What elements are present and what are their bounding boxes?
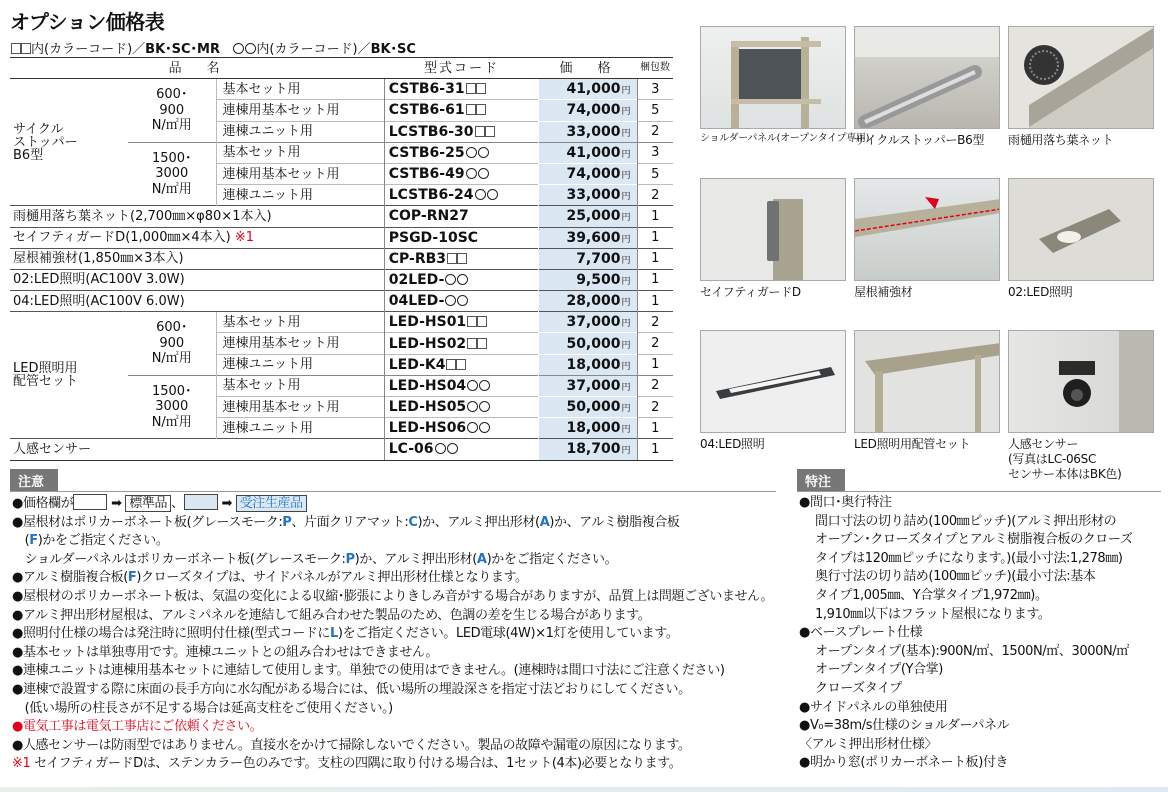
item-note: ※1 bbox=[234, 230, 255, 246]
spec-item: オープン･クローズタイプとアルミ樹脂複合板のクローズ bbox=[815, 532, 1133, 548]
circle-mark-icon bbox=[457, 295, 468, 306]
photo-leaf-net bbox=[1008, 26, 1154, 148]
circle-mark-icon bbox=[245, 43, 256, 54]
legend-plain-box bbox=[73, 494, 107, 510]
spec-item: オープンタイプ(Y合掌) bbox=[815, 662, 943, 678]
photo-safety-guard bbox=[700, 178, 846, 300]
note-item: ●照明付仕様の場合は発注時に照明付仕様(型式コードにL)をご指定ください。LED電球(4W)×1灯を使用しています。 bbox=[12, 626, 679, 642]
circle-mark-icon bbox=[478, 147, 489, 158]
pack-qty: 1 bbox=[637, 439, 673, 460]
notes-list bbox=[12, 494, 782, 774]
model-code: LED-HS06 bbox=[384, 418, 539, 439]
note-item: ●基本セットは単独専用です。連棟ユニットとの組み合わせはできません。 bbox=[12, 644, 438, 660]
notes-heading: 注意 bbox=[10, 469, 58, 492]
legend-made-to-order: 受注生産品 bbox=[236, 495, 307, 512]
pack-qty: 2 bbox=[637, 397, 673, 418]
photo-roof-reinforcement bbox=[854, 178, 1000, 300]
price-value: 50,000円 bbox=[539, 333, 637, 354]
price-value: 39,600円 bbox=[539, 227, 637, 248]
photo-caption: LED照明用配管セット bbox=[854, 437, 971, 451]
header-qty: 梱包数 bbox=[637, 58, 673, 79]
led-04-image bbox=[701, 331, 846, 433]
item-name: 連棟用基本セット用 bbox=[216, 333, 384, 354]
pack-qty: 3 bbox=[637, 142, 673, 163]
group-label: LED照明用 配管セット bbox=[10, 312, 128, 439]
pack-qty: 1 bbox=[637, 269, 673, 290]
circle-mark-icon bbox=[447, 443, 458, 454]
model-code: LED-HS01 bbox=[384, 312, 539, 333]
safety-guard-image bbox=[701, 179, 846, 281]
circle-mark-icon bbox=[479, 422, 490, 433]
leaf-net-image bbox=[1009, 27, 1154, 129]
price-value: 28,000円 bbox=[539, 291, 637, 312]
led-pipe-set-image bbox=[855, 331, 1000, 433]
square-mark-icon bbox=[11, 43, 21, 54]
item-name: 連棟ユニット用 bbox=[216, 185, 384, 206]
pack-qty: 5 bbox=[637, 163, 673, 184]
circle-mark-icon bbox=[457, 274, 468, 285]
pack-qty: 2 bbox=[637, 333, 673, 354]
price-value: 37,000円 bbox=[539, 375, 637, 396]
model-code: LED-K4 bbox=[384, 354, 539, 375]
note-item: ●連棟で設置する際に床面の長手方向に水勾配がある場合には、低い場所の埋設深さを指定寸法どおりにしてください。 bbox=[12, 681, 691, 697]
price-table bbox=[10, 57, 673, 461]
table-row bbox=[10, 248, 673, 269]
price-value: 7,700円 bbox=[539, 248, 637, 269]
table-row bbox=[10, 291, 673, 312]
square-mark-icon bbox=[477, 316, 487, 327]
header-model: 型式コード bbox=[384, 58, 539, 79]
cycle-stopper-image bbox=[855, 27, 1000, 129]
pack-qty: 1 bbox=[637, 354, 673, 375]
pack-qty: 2 bbox=[637, 185, 673, 206]
model-code: LC-06 bbox=[384, 439, 539, 460]
note-item: ●連棟ユニットは連棟用基本セットに連結して使用します。単独での使用はできません。(連棟時は間口寸法にご注意ください) bbox=[12, 663, 725, 679]
table-row bbox=[10, 439, 673, 460]
circle-mark-icon bbox=[466, 147, 477, 158]
square-mark-icon bbox=[467, 338, 477, 349]
note-item: (F)かをご指定ください。 bbox=[12, 533, 169, 549]
square-mark-icon bbox=[477, 338, 487, 349]
model-code: LED-HS05 bbox=[384, 397, 539, 418]
price-value: 18,000円 bbox=[539, 354, 637, 375]
square-code-value: BK･SC･MR bbox=[145, 42, 220, 57]
square-code-label: 内(カラーコード)／ bbox=[31, 42, 146, 57]
table-row bbox=[10, 227, 673, 248]
square-mark-icon bbox=[456, 359, 466, 370]
pack-qty: 2 bbox=[637, 121, 673, 142]
item-name: 基本セット用 bbox=[216, 142, 384, 163]
square-mark-icon bbox=[485, 126, 495, 137]
page-title: オプション価格表 bbox=[10, 10, 165, 34]
pack-qty: 3 bbox=[637, 79, 673, 100]
photo-led-pipe-set bbox=[854, 330, 1000, 452]
photo-caption: 人感センサー (写真はLC-06SC センサー本体はBK色) bbox=[1008, 437, 1122, 481]
item-name: 連棟ユニット用 bbox=[216, 418, 384, 439]
spec-item: ●間口･奥行特注 bbox=[799, 495, 892, 510]
square-mark-icon bbox=[447, 253, 457, 264]
roof-reinforcement-image bbox=[855, 179, 1000, 281]
item-name: 連棟ユニット用 bbox=[216, 121, 384, 142]
note-item: ●人感センサーは防雨型ではありません。直接水をかけて掃除しないでください。製品の故障や漏電の原因になります。 bbox=[12, 737, 691, 753]
header-price: 価 格 bbox=[539, 58, 637, 79]
square-mark-icon bbox=[457, 253, 467, 264]
spec-item: タイプは120㎜ピッチになります。)(最小寸法:1,278㎜) bbox=[815, 550, 1123, 566]
group-label: サイクル ストッパー B6型 bbox=[10, 79, 128, 206]
circle-mark-icon bbox=[445, 295, 456, 306]
photo-caption: セイフティガードD bbox=[700, 285, 801, 299]
legend-standard: 標準品 bbox=[125, 495, 171, 512]
model-code: LED-HS04 bbox=[384, 375, 539, 396]
photo-caption: ショルダーパネル(オープンタイプ専用) bbox=[700, 133, 870, 144]
photo-led-04 bbox=[700, 330, 846, 452]
model-code: 02LED- bbox=[384, 269, 539, 290]
price-legend: ●価格欄が ➡ 標準品 、 ➡ 受注生産品 bbox=[12, 494, 782, 514]
legend-blue-box bbox=[184, 494, 218, 510]
price-value: 9,500円 bbox=[539, 269, 637, 290]
pack-qty: 1 bbox=[637, 206, 673, 227]
model-code: CSTB6-49 bbox=[384, 163, 539, 184]
spec-item: 〈アルミ押出形材仕様〉 bbox=[799, 736, 938, 752]
circle-mark-icon bbox=[487, 189, 498, 200]
load-size-label: 600･ 900 N/㎡用 bbox=[128, 312, 216, 376]
bottom-strip bbox=[0, 787, 1168, 792]
note-item: ●屋根材のポリカーボネート板は、気温の変化による収縮･膨張によりきしみ音がする場合がありますが、品質上は問題ございません。 bbox=[12, 588, 774, 604]
square-mark-icon bbox=[467, 316, 477, 327]
pack-qty: 5 bbox=[637, 100, 673, 121]
price-value: 33,000円 bbox=[539, 121, 637, 142]
circle-mark-icon bbox=[466, 168, 477, 179]
spec-item: タイプ1,005㎜、Y合掌タイプ1,972㎜)。 bbox=[815, 587, 1048, 603]
circle-mark-icon bbox=[435, 443, 446, 454]
price-value: 74,000円 bbox=[539, 163, 637, 184]
pack-qty: 2 bbox=[637, 375, 673, 396]
item-name: 連棟用基本セット用 bbox=[216, 397, 384, 418]
model-code: CSTB6-25 bbox=[384, 142, 539, 163]
item-name: 屋根補強材(1,850㎜×3本入) bbox=[10, 248, 384, 269]
spec-item: 1,910㎜以下はフラット屋根になります。 bbox=[815, 606, 1051, 622]
circle-mark-icon bbox=[467, 380, 478, 391]
item-name: 人感センサー bbox=[10, 439, 384, 460]
spec-list bbox=[799, 494, 1163, 773]
motion-sensor-image bbox=[1009, 331, 1154, 433]
square-mark-icon bbox=[21, 43, 31, 54]
photo-shoulder-panel bbox=[700, 26, 870, 146]
note-item: ショルダーパネルはポリカーボネート板(グレースモーク:P)か、アルミ押出形材(A)かをご指定ください。 bbox=[12, 551, 618, 567]
led-02-image bbox=[1009, 179, 1154, 281]
spec-item: ●サイドパネルの単独使用 bbox=[799, 699, 948, 715]
square-mark-icon bbox=[475, 126, 485, 137]
model-code: CSTB6-61 bbox=[384, 100, 539, 121]
circle-mark-icon bbox=[467, 401, 478, 412]
price-value: 18,000円 bbox=[539, 418, 637, 439]
spec-item: ●ベースプレート仕様 bbox=[799, 625, 923, 641]
circle-code-value: BK･SC bbox=[370, 42, 416, 57]
pack-qty: 2 bbox=[637, 312, 673, 333]
item-name: 基本セット用 bbox=[216, 79, 384, 100]
spec-item: クローズタイプ bbox=[815, 680, 902, 696]
model-code: COP-RN27 bbox=[384, 206, 539, 227]
circle-mark-icon bbox=[445, 274, 456, 285]
item-name: 連棟用基本セット用 bbox=[216, 100, 384, 121]
model-code: LCSTB6-24 bbox=[384, 185, 539, 206]
item-name: 連棟用基本セット用 bbox=[216, 163, 384, 184]
note-item: ●屋根材はポリカーボネート板(グレースモーク:P、片面クリアマット:C)か、アルミ押出形材(A)か、アルミ樹脂複合板 bbox=[12, 514, 680, 530]
spec-heading: 特注 bbox=[797, 469, 845, 492]
table-row bbox=[10, 312, 673, 333]
pack-qty: 1 bbox=[637, 248, 673, 269]
spec-item: 間口寸法の切り詰め(100㎜ピッチ)(アルミ押出形材の bbox=[815, 513, 1117, 529]
item-name: 02:LED照明(AC100V 3.0W) bbox=[10, 269, 384, 290]
item-name: 雨樋用落ち葉ネット(2,700㎜×φ80×1本入) bbox=[10, 206, 384, 227]
item-name: 連棟ユニット用 bbox=[216, 354, 384, 375]
model-code: CSTB6-31 bbox=[384, 79, 539, 100]
table-row bbox=[10, 269, 673, 290]
item-name: 基本セット用 bbox=[216, 375, 384, 396]
photo-caption: 02:LED照明 bbox=[1008, 285, 1073, 299]
spec-divider bbox=[797, 491, 1161, 492]
price-value: 18,700円 bbox=[539, 439, 637, 460]
spec-item: ●V₀=38m/s仕様のショルダーパネル bbox=[799, 718, 1010, 734]
price-value: 37,000円 bbox=[539, 312, 637, 333]
notes-divider bbox=[10, 491, 776, 492]
price-value: 50,000円 bbox=[539, 397, 637, 418]
price-value: 74,000円 bbox=[539, 100, 637, 121]
circle-mark-icon bbox=[467, 422, 478, 433]
pack-qty: 1 bbox=[637, 291, 673, 312]
spec-item: 奥行寸法の切り詰め(100㎜ピッチ)(最小寸法:基本 bbox=[815, 569, 1096, 585]
circle-mark-icon bbox=[479, 380, 490, 391]
load-size-label: 1500･ 3000 N/㎡用 bbox=[128, 142, 216, 206]
circle-mark-icon bbox=[475, 189, 486, 200]
price-value: 33,000円 bbox=[539, 185, 637, 206]
photo-caption: 04:LED照明 bbox=[700, 437, 765, 451]
model-code: PSGD-10SC bbox=[384, 227, 539, 248]
photo-motion-sensor bbox=[1008, 330, 1154, 482]
square-mark-icon bbox=[446, 359, 456, 370]
table-row bbox=[10, 206, 673, 227]
square-mark-icon bbox=[466, 104, 476, 115]
note-item: ●アルミ樹脂複合板(F)クローズタイプは、サイドパネルがアルミ押出形材仕様となります。 bbox=[12, 570, 528, 586]
model-code: LED-HS02 bbox=[384, 333, 539, 354]
note-item: (低い場所の柱長さが不足する場合は延高支柱をご使用ください。) bbox=[12, 700, 393, 716]
price-value: 41,000円 bbox=[539, 79, 637, 100]
pack-qty: 1 bbox=[637, 418, 673, 439]
price-value: 41,000円 bbox=[539, 142, 637, 163]
model-code: LCSTB6-30 bbox=[384, 121, 539, 142]
photo-cycle-stopper bbox=[854, 26, 1000, 148]
load-size-label: 1500･ 3000 N/㎡用 bbox=[128, 375, 216, 439]
photo-caption: 雨樋用落ち葉ネット bbox=[1008, 133, 1114, 147]
square-mark-icon bbox=[476, 104, 486, 115]
photo-caption: 屋根補強材 bbox=[854, 285, 913, 299]
circle-code-label: 内(カラーコード)／ bbox=[256, 42, 371, 57]
spec-item: オープンタイプ(基本):900N/㎡、1500N/㎡、3000N/㎡ bbox=[815, 643, 1129, 659]
circle-mark-icon bbox=[478, 168, 489, 179]
square-mark-icon bbox=[466, 83, 476, 94]
model-code: 04LED- bbox=[384, 291, 539, 312]
item-name: 04:LED照明(AC100V 6.0W) bbox=[10, 291, 384, 312]
item-name: セイフティガードD(1,000㎜×4本入) ※1 bbox=[10, 227, 384, 248]
circle-mark-icon bbox=[479, 401, 490, 412]
price-value: 25,000円 bbox=[539, 206, 637, 227]
electrical-note: ●電気工事は電気工事店にご依頼ください。 bbox=[12, 719, 263, 735]
footnote: ※1 セイフティガードDは、ステンカラー色のみです。支柱の四隅に取り付ける場合は、1セット(4本)必要となります。 bbox=[12, 756, 682, 772]
model-code: CP-RB3 bbox=[384, 248, 539, 269]
spec-item: ●明かり窓(ポリカーボネート板)付き bbox=[799, 755, 1009, 771]
photo-caption: サイクルストッパーB6型 bbox=[854, 133, 985, 147]
color-code-line bbox=[10, 38, 416, 57]
pack-qty: 1 bbox=[637, 227, 673, 248]
header-name: 品 名 bbox=[10, 58, 384, 79]
load-size-label: 600･ 900 N/㎡用 bbox=[128, 79, 216, 143]
note-item: ●アルミ押出形材屋根は、アルミパネルを連結して組み合わせた製品のため、色調の差を生じる場合があります。 bbox=[12, 607, 651, 623]
shoulder-panel-image bbox=[701, 27, 846, 129]
square-mark-icon bbox=[476, 83, 486, 94]
table-row bbox=[10, 79, 673, 100]
circle-mark-icon bbox=[233, 43, 244, 54]
item-name: 基本セット用 bbox=[216, 312, 384, 333]
photo-led-02 bbox=[1008, 178, 1154, 300]
